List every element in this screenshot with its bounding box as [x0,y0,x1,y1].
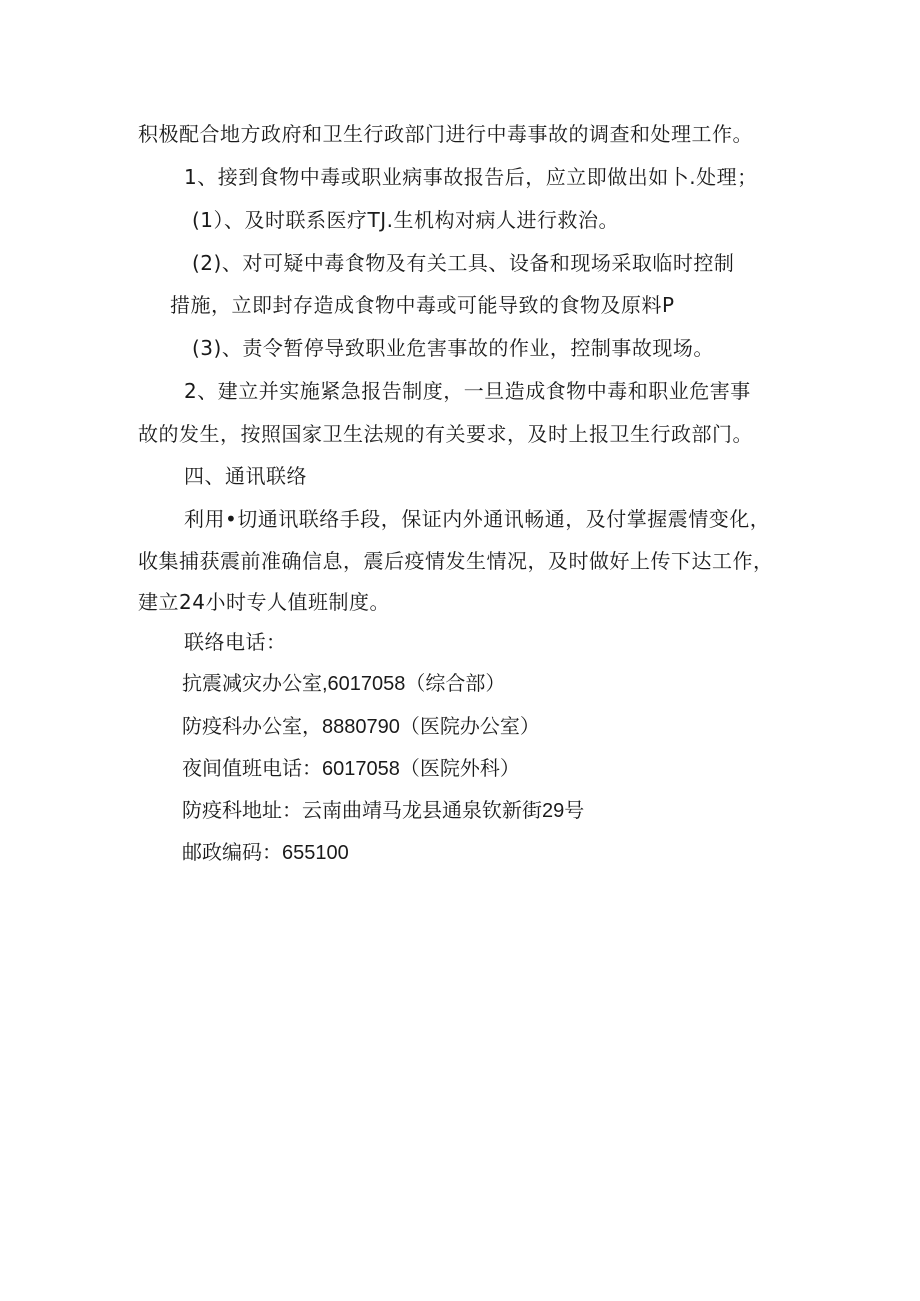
contact-heading: 联络电话： [184,630,287,654]
paragraph-line: 措施，立即封存造成食物中毒或可能导致的食物及原料P [170,293,675,317]
contact-line: 抗震减灾办公室,6017058（综合部） [182,673,506,695]
contact-line: 防疫科地址：云南曲靖马龙县通泉钦新街29号 [182,800,585,822]
paragraph-line: (3)、责令暂停导致职业危害事故的作业，控制事故现场。 [192,336,714,360]
paragraph-line: 积极配合地方政府和卫生行政部门进行中毒事故的调查和处理工作。 [138,122,753,146]
paragraph-line: 建立24小时专人值班制度。 [138,590,390,614]
paragraph-line: 2、建立并实施紧急报告制度，一旦造成食物中毒和职业危害事 [184,379,751,403]
contact-line: 夜间值班电话：6017058（医院外科） [182,758,520,780]
section-heading: 四、通讯联络 [184,464,307,488]
paragraph-line: 收集捕获震前准确信息，震后疫情发生情况，及时做好上传下达工作， [138,549,774,573]
paragraph-line: (2)、对可疑中毒食物及有关工具、设备和现场采取临时控制 [192,251,735,275]
contact-line: 邮政编码：655100 [182,842,349,864]
paragraph-line: (1）、及时联系医疗TJ.生机构对病人进行救治。 [192,208,619,232]
paragraph-line: 故的发生，按照国家卫生法规的有关要求，及时上报卫生行政部门。 [138,422,753,446]
paragraph-line: 1、接到食物中毒或职业病事故报告后，应立即做出如卜.处理； [184,165,758,189]
contact-line: 防疫科办公室，8880790（医院办公室） [182,716,540,738]
paragraph-line: 利用•切通讯联络手段，保证内外通讯畅通，及付掌握震情变化， [184,507,771,531]
